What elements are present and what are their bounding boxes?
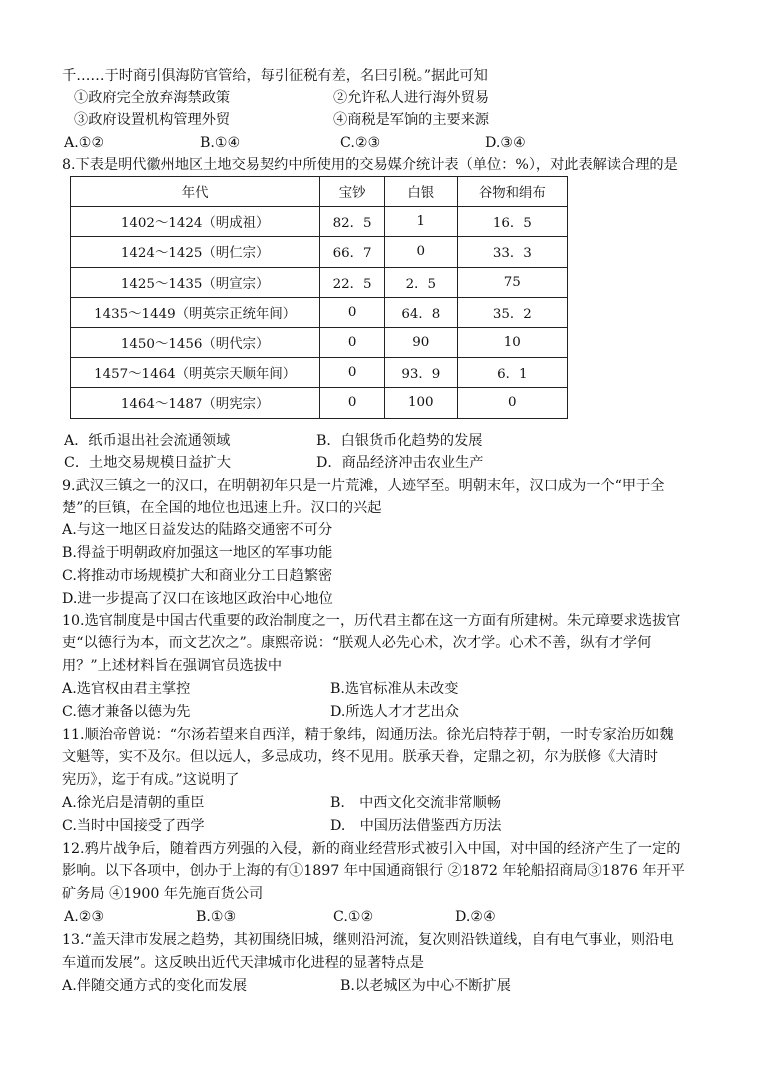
table-cell: 93．9 <box>384 358 457 388</box>
table-cell: 22．5 <box>320 267 385 297</box>
table-cell: 1402～1424（明成祖） <box>71 207 320 237</box>
q10-option-a: A.选官权由君主掌控 <box>62 681 191 697</box>
q9-option-a: A.与这一地区日益发达的陆路交通密不可分 <box>62 522 333 538</box>
table-cell: 35．2 <box>457 297 567 327</box>
q13-stem-line-1: 13.“盖天津市发展之趋势，其初围绕旧城，继则沿河流，复次则沿铁道线，自有电气事业，则沿电 <box>62 932 674 948</box>
table-cell: 10 <box>457 327 567 357</box>
q8-table <box>70 176 568 419</box>
table-cell: 100 <box>384 388 457 418</box>
q10-stem-line-3: 用？”上述材料旨在强调官员选拔中 <box>62 658 283 674</box>
q7-statement-2: ②允许私人进行海外贸易 <box>333 90 490 106</box>
q12-stem-line-2: 影响。以下各项中，创办于上海的有①1897 年中国通商银行 ②1872 年轮船招商局③1876 年开平 <box>62 863 685 879</box>
table-cell: 1425～1435（明宣宗） <box>71 267 320 297</box>
q9-option-c: C.将推动市场规模扩大和商业分工日趋繁密 <box>62 568 333 584</box>
q11-option-d: D. 中国历法借鉴西方历法 <box>330 818 502 834</box>
q7-statement-4: ④商税是军饷的主要来源 <box>333 112 490 128</box>
table-cell: 0 <box>384 237 457 267</box>
table-cell: 90 <box>384 327 457 357</box>
table-cell: 6．1 <box>457 358 567 388</box>
q10-option-d: D.所选人才才艺出众 <box>330 704 459 720</box>
table-cell: 64．8 <box>384 297 457 327</box>
table-header-row <box>71 177 568 207</box>
q8-option-c: C．土地交易规模日益扩大 <box>64 455 231 471</box>
table-cell: 16．5 <box>457 207 567 237</box>
q13-option-a: A.伴随交通方式的变化而发展 <box>62 978 248 994</box>
q11-option-b: B. 中西文化交流非常顺畅 <box>330 795 501 811</box>
q11-stem-line-1: 11.顺治帝曾说：“尔汤若望来自西洋，精于象纬，闳通历法。徐光启特荐于朝，一时专家治历如魏 <box>62 727 674 743</box>
q12-option-a: A.②③ <box>64 909 105 925</box>
q7-option-c: C.②③ <box>340 135 381 151</box>
table-header-cell: 白银 <box>384 177 457 207</box>
q12-stem-line-1: 12.鸦片战争后，随着西方列强的入侵，新的商业经营形式被引入中国，对中国的经济产生了一定的 <box>62 841 681 857</box>
q9-option-d: D.进一步提高了汉口在该地区政治中心地位 <box>62 591 333 607</box>
q8-option-a: A．纸币退出社会流通领域 <box>64 433 231 449</box>
table-cell: 1424～1425（明仁宗） <box>71 237 320 267</box>
table-header-cell: 年代 <box>71 177 320 207</box>
q12-stem-line-3: 矿务局 ④1900 年先施百货公司 <box>62 886 264 902</box>
table-cell: 0 <box>457 388 567 418</box>
q10-stem-line-1: 10.选官制度是中国古代重要的政治制度之一，历代君主都在这一方面有所建树。朱元璋要求选拔官 <box>62 613 681 629</box>
q13-stem-line-2: 车道而发展”。这反映出近代天津城市化进程的显著特点是 <box>62 955 424 971</box>
q7-statement-1: ①政府完全放弃海禁政策 <box>74 90 231 106</box>
q10-option-c: C.德才兼备以德为先 <box>62 704 191 720</box>
q7-option-d: D.③④ <box>485 135 526 151</box>
q11-stem-line-2: 文魁等，实不及尔。但以远人，多忌成功，终不见用。朕承天眷，定鼎之初，尔为朕修《大清时 <box>62 749 658 765</box>
q7-option-b: B.①④ <box>200 135 241 151</box>
table-header-cell: 宝钞 <box>320 177 385 207</box>
table-cell: 1457～1464（明英宗天顺年间） <box>71 358 320 388</box>
table-cell: 66．7 <box>320 237 385 267</box>
q9-stem-line-1: 9.武汉三镇之一的汉口，在明朝初年只是一片荒滩，人迹罕至。明朝末年，汉口成为一个“甲于全 <box>62 478 665 494</box>
q11-option-c: C.当时中国接受了西学 <box>62 818 205 834</box>
q12-option-b: B.①③ <box>196 909 237 925</box>
table-row <box>71 358 568 388</box>
table-cell: 2．5 <box>384 267 457 297</box>
table-row <box>71 297 568 327</box>
table-cell: 0 <box>320 358 385 388</box>
q8-stem: 8.下表是明代徽州地区土地交易契约中所使用的交易媒介统计表（单位：%），对此表解读合理的是 <box>62 157 678 173</box>
q13-option-b: B.以老城区为中心不断扩展 <box>340 978 511 994</box>
table-cell: 0 <box>320 388 385 418</box>
table-row <box>71 267 568 297</box>
table-cell: 1435～1449（明英宗正统年间） <box>71 297 320 327</box>
table-cell: 75 <box>457 267 567 297</box>
table-row <box>71 207 568 237</box>
table-cell: 0 <box>320 297 385 327</box>
table-cell: 0 <box>320 327 385 357</box>
table-cell: 33．3 <box>457 237 567 267</box>
q11-option-a: A.徐光启是清朝的重臣 <box>62 795 205 811</box>
table-cell: 1450～1456（明代宗） <box>71 327 320 357</box>
q10-option-b: B.选官标准从未改变 <box>330 681 459 697</box>
table-header-cell: 谷物和绢布 <box>457 177 567 207</box>
q8-option-b: B．白银货币化趋势的发展 <box>316 433 483 449</box>
table-row <box>71 388 568 418</box>
q7-statement-3: ③政府设置机构管理外贸 <box>74 112 231 128</box>
q12-option-d: D.②④ <box>455 909 496 925</box>
q11-stem-line-3: 宪历》，迄于有成。”这说明了 <box>62 772 240 788</box>
q12-option-c: C.①② <box>333 909 374 925</box>
table-cell: 82．5 <box>320 207 385 237</box>
table-row <box>71 237 568 267</box>
table-cell: 1 <box>384 207 457 237</box>
table-cell: 1464～1487（明宪宗） <box>71 388 320 418</box>
q8-option-d: D．商品经济冲击农业生产 <box>316 455 484 471</box>
table-row <box>71 327 568 357</box>
q9-option-b: B.得益于明朝政府加强这一地区的军事功能 <box>62 545 333 561</box>
q7-tail: 千……于时商引俱海防官管给，每引征税有差，名曰引税。”据此可知 <box>62 68 488 84</box>
q9-stem-line-2: 楚”的巨镇，在全国的地位也迅速上升。汉口的兴起 <box>62 500 382 516</box>
q7-option-a: A.①② <box>64 135 105 151</box>
q10-stem-line-2: 吏“以德行为本，而文艺次之”。康熙帝说：“朕观人必先心术，次才学。心术不善，纵有才学何 <box>62 635 652 651</box>
